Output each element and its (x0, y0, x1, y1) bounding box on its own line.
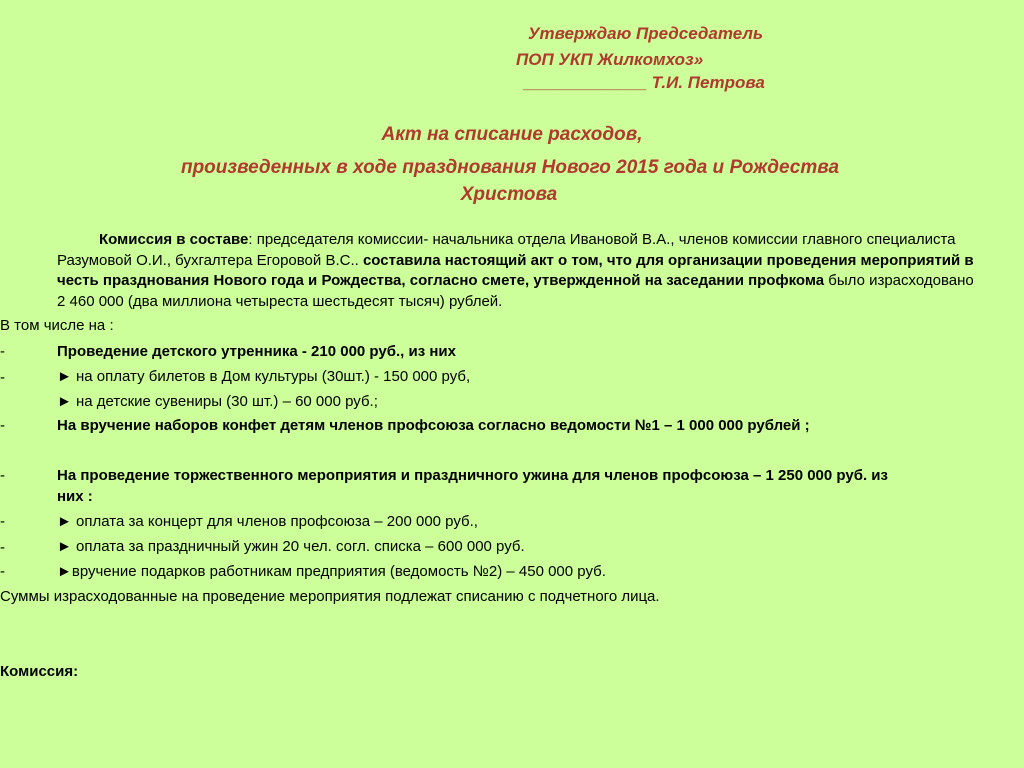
list-dash: - (0, 539, 5, 556)
commission-footer: Комиссия: (0, 663, 79, 680)
list-item: ► на детские сувениры (30 шт.) – 60 000 руб.; (57, 393, 378, 410)
intro-text-2: было израсходовано 2 460 000 (два миллиона четыреста шестьдесят тысяч) рублей. (57, 272, 974, 310)
list-item: ► оплата за праздничный ужин 20 чел. согл. списка – 600 000 руб. (57, 538, 525, 555)
list-dash: - (0, 467, 5, 484)
approval-line-2: ПОП УКП Жилкомхоз» (516, 50, 704, 69)
list-dash: - (0, 417, 5, 434)
including-label: В том числе на : (0, 317, 114, 334)
commission-label: Комиссия в составе (99, 231, 249, 248)
intro-bold-text: составила настоящий акт о том, что для организации проведения мероприятий в честь празднования Нового года и Рождества, согласно смете, утвержденной на заседании профкома (57, 251, 974, 289)
list-item: На вручение наборов конфет детям членов профсоюза согласно ведомости №1 – 1 000 000 рублей ; (57, 417, 810, 434)
act-title-line-2: произведенных в ходе празднования Нового 2015 года и Рождества (180, 157, 840, 178)
approval-line-1: Утверждаю Председатель (528, 24, 764, 43)
list-dash: - (0, 563, 5, 580)
list-item: них : (57, 488, 93, 505)
list-item: ► на оплату билетов в Дом культуры (30шт.) - 150 000 руб, (57, 368, 471, 385)
summary-text: Суммы израсходованные на проведение мероприятия подлежат списанию с подчетного лица. (0, 588, 660, 605)
list-item: Проведение детского утренника - 210 000 руб., из них (57, 343, 456, 360)
list-dash: - (0, 369, 5, 386)
intro-text-1: : председателя комиссии- начальника отдела Ивановой В.А., членов комиссии главного специалиста Разумовой О.И., бухгалтера Егоровой В.С.. (57, 231, 956, 269)
list-item: ► оплата за концерт для членов профсоюза – 200 000 руб., (57, 513, 478, 530)
act-title-line-1: Акт на списание расходов, (381, 124, 643, 145)
list-item: На проведение торжественного мероприятия и праздничного ужина для членов профсоюза – 1 250 000 руб. из (57, 467, 888, 484)
act-title-line-3: Христова (460, 184, 558, 205)
approval-signature-line: _____________ Т.И. Петрова (524, 73, 765, 92)
list-dash: - (0, 343, 5, 360)
list-item: ►вручение подарков работникам предприятия (ведомость №2) – 450 000 руб. (57, 563, 606, 580)
intro-paragraph (57, 230, 977, 312)
list-dash: - (0, 513, 5, 530)
